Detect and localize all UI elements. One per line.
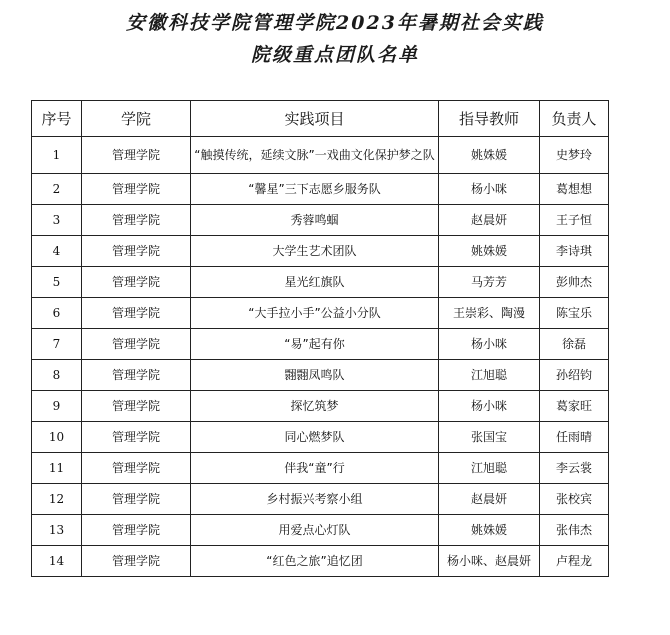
cell-college: 管理学院 (82, 422, 191, 453)
cell-advisor: 杨小咪 (439, 391, 540, 422)
cell-leader: 张校宾 (540, 484, 609, 515)
cell-leader: 卢程龙 (540, 546, 609, 577)
cell-project: 翾翾凤鸣队 (191, 360, 439, 391)
cell-college: 管理学院 (82, 515, 191, 546)
cell-college: 管理学院 (82, 391, 191, 422)
cell-college: 管理学院 (82, 174, 191, 205)
cell-advisor: 杨小咪 (439, 329, 540, 360)
cell-project: “触摸传统，延续文脉”一戏曲文化保护梦之队 (191, 137, 439, 174)
table-row (32, 360, 609, 391)
cell-college: 管理学院 (82, 453, 191, 484)
document-title: 安徽科技学院管理学院2023年暑期社会实践 (126, 12, 544, 34)
cell-project: “易”起有你 (191, 329, 439, 360)
table-row (32, 298, 609, 329)
cell-project: 探忆筑梦 (191, 391, 439, 422)
cell-project: 同心燃梦队 (191, 422, 439, 453)
table-row (32, 391, 609, 422)
cell-advisor: 杨小咪 (439, 174, 540, 205)
cell-leader: 孙绍钧 (540, 360, 609, 391)
table-row (32, 329, 609, 360)
cell-advisor: 姚姝媛 (439, 137, 540, 174)
cell-leader: 史梦玲 (540, 137, 609, 174)
table-row (32, 236, 609, 267)
cell-seq: 6 (32, 298, 82, 329)
cell-leader: 任雨晴 (540, 422, 609, 453)
table-row (32, 422, 609, 453)
cell-seq: 9 (32, 391, 82, 422)
cell-college: 管理学院 (82, 484, 191, 515)
cell-leader: 李诗琪 (540, 236, 609, 267)
cell-leader: 张伟杰 (540, 515, 609, 546)
cell-project: 乡村振兴考察小组 (191, 484, 439, 515)
cell-college: 管理学院 (82, 205, 191, 236)
cell-advisor: 马芳芳 (439, 267, 540, 298)
cell-advisor: 赵晨妍 (439, 205, 540, 236)
cell-college: 管理学院 (82, 546, 191, 577)
cell-seq: 2 (32, 174, 82, 205)
cell-seq: 14 (32, 546, 82, 577)
cell-leader: 陈宝乐 (540, 298, 609, 329)
cell-advisor: 姚姝媛 (439, 236, 540, 267)
cell-college: 管理学院 (82, 236, 191, 267)
cell-seq: 7 (32, 329, 82, 360)
cell-seq: 10 (32, 422, 82, 453)
cell-project: 用爱点心灯队 (191, 515, 439, 546)
table-row (32, 137, 609, 174)
cell-leader: 李云裳 (540, 453, 609, 484)
cell-leader: 彭帅杰 (540, 267, 609, 298)
cell-seq: 8 (32, 360, 82, 391)
cell-seq: 13 (32, 515, 82, 546)
cell-project: 大学生艺术团队 (191, 236, 439, 267)
cell-seq: 12 (32, 484, 82, 515)
header-leader: 负责人 (540, 101, 609, 137)
cell-advisor: 张国宝 (439, 422, 540, 453)
cell-project: “馨星”三下志愿乡服务队 (191, 174, 439, 205)
header-college: 学院 (82, 101, 191, 137)
cell-advisor: 姚姝媛 (439, 515, 540, 546)
table-row (32, 453, 609, 484)
cell-project: 伴我“童”行 (191, 453, 439, 484)
cell-seq: 5 (32, 267, 82, 298)
table-row (32, 174, 609, 205)
table-row (32, 515, 609, 546)
cell-advisor: 江旭聪 (439, 453, 540, 484)
table-row (32, 546, 609, 577)
cell-leader: 徐磊 (540, 329, 609, 360)
cell-leader: 葛家旺 (540, 391, 609, 422)
cell-college: 管理学院 (82, 137, 191, 174)
header-project: 实践项目 (191, 101, 439, 137)
cell-leader: 葛想想 (540, 174, 609, 205)
cell-seq: 11 (32, 453, 82, 484)
document-subtitle: 院级重点团队名单 (250, 44, 419, 66)
cell-college: 管理学院 (82, 329, 191, 360)
cell-advisor: 赵晨妍 (439, 484, 540, 515)
cell-seq: 1 (32, 137, 82, 174)
table-row (32, 484, 609, 515)
header-seq: 序号 (32, 101, 82, 137)
cell-advisor: 江旭聪 (439, 360, 540, 391)
cell-project: “红色之旅”追忆团 (191, 546, 439, 577)
header-advisor: 指导教师 (439, 101, 540, 137)
cell-seq: 4 (32, 236, 82, 267)
table-row (32, 205, 609, 236)
team-roster-table (31, 100, 609, 577)
cell-seq: 3 (32, 205, 82, 236)
cell-project: “大手拉小手”公益小分队 (191, 298, 439, 329)
cell-college: 管理学院 (82, 360, 191, 391)
cell-project: 秀蓉鸣蝈 (191, 205, 439, 236)
cell-project: 星光红旗队 (191, 267, 439, 298)
cell-leader: 王子恒 (540, 205, 609, 236)
cell-advisor: 王崇彩、陶漫 (439, 298, 540, 329)
cell-college: 管理学院 (82, 267, 191, 298)
table-row (32, 267, 609, 298)
table-header-row (32, 101, 609, 137)
cell-college: 管理学院 (82, 298, 191, 329)
cell-advisor: 杨小咪、赵晨妍 (439, 546, 540, 577)
